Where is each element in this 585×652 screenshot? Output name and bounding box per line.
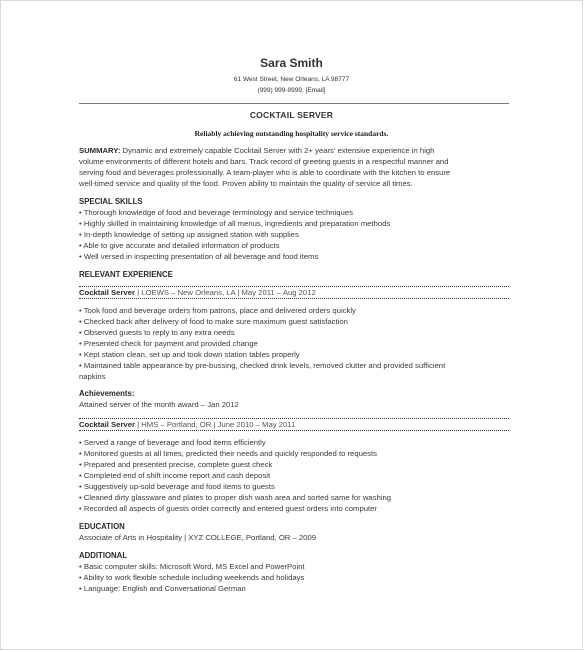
list-item: • Basic computer skills: Microsoft Word, MS Excel and PowerPoint [79,562,305,571]
summary-line: serving food and beverages professionally. A team-player who is able to coordinate with the kitchen to ensure [79,168,451,177]
summary-line: volume environments of different hotels and bars. Track record of greeting guests in a respectful manner and [79,157,449,166]
skills-list [79,207,509,262]
achievements-heading: Achievements: [79,389,135,398]
summary-section [79,145,509,189]
list-item: • Served a range of beverage and food items efficiently [79,438,266,447]
job-entry-1 [79,286,509,410]
education-section [79,521,509,543]
additional-heading: ADDITIONAL [79,551,128,560]
list-item: • Ability to work flexible schedule including weekends and holidays [79,573,305,582]
list-item: • Monitored guests at all times, predicted their needs and quickly responded to requests [79,449,377,458]
summary-label: SUMMARY: [79,146,121,155]
list-item: • Language: English and Conversational German [79,584,246,593]
list-item: • Kept station clean, set up and took down station tables properly [79,350,300,359]
address-line: 61 West Street, New Orleans, LA 98777 [233,76,350,83]
contact-line: (999) 999-9999, [Email] [257,87,326,94]
list-item: • Presented check for payment and provided change [79,339,258,348]
job-details: | HMS – Portland, OR | June 2010 – May 2011 [134,420,296,429]
job-header [79,286,509,299]
list-item: • Completed end of shift income report and cash deposit [79,471,271,480]
skills-section [79,196,509,262]
summary-line: Dynamic and extremely capable Cocktail Server with 2+ years' extensive experience in high [120,146,435,155]
job-role: Cocktail Server [79,420,135,429]
list-item: • Cleaned dirty glassware and plates to proper dish wash area and sorted same for washing [79,493,392,502]
achievement-text: Attained server of the month award – Jan 2012 [79,400,239,409]
list-item: • Thorough knowledge of food and beverage terminology and service techniques [79,208,353,217]
education-line: Associate of Arts in Hospitality | XYZ COLLEGE, Portland, OR – 2009 [79,533,316,542]
additional-list [79,561,509,594]
list-item: • In-depth knowledge of setting up assigned station with supplies [79,230,299,239]
list-item: • Maintained table appearance by pre-bussing, checked drink levels, removed clutter and provided sufficient [79,361,446,370]
list-item: napkins [79,372,106,381]
list-item: • Suggestively up-sold beverage and food items to guests [79,482,275,491]
job-details: | LOEWS – New Orleans, LA | May 2011 – Aug 2012 [134,288,316,297]
list-item: • Highly skilled in maintaining knowledge of all menus, ingredients and preparation methods [79,219,391,228]
experience-section [79,269,509,280]
candidate-name: Sara Smith [260,56,323,70]
tagline: Reliably achieving outstanding hospitality service standards. [194,129,389,138]
job-entry-2 [79,418,509,514]
list-item: • Recorded all aspects of guests order correctly and entered guest orders into computer [79,504,377,513]
education-heading: EDUCATION [79,522,125,531]
list-item: • Observed guests to reply to any extra needs [79,328,235,337]
list-item: • Took food and beverage orders from patrons, place and delivered orders quickly [79,306,356,315]
summary-line: well-timed service and quality of the food. Proven ability to maintain the quality of service all times. [79,179,413,188]
job-title: COCKTAIL SERVER [249,110,334,120]
list-item: • Well versed in inspecting presentation of all beverage and food items [79,252,319,261]
job-duties-list [79,437,509,514]
job-role: Cocktail Server [79,288,135,297]
additional-section [79,550,509,594]
list-item: • Checked back after delivery of food to make sure maximum guest satisfaction [79,317,348,326]
list-item: • Able to give accurate and detailed information of products [79,241,280,250]
job-header [79,418,509,431]
job-duties-list [79,305,509,382]
header-divider [79,103,509,104]
experience-heading: RELEVANT EXPERIENCE [79,270,173,279]
skills-heading: SPECIAL SKILLS [79,197,143,206]
list-item: • Prepared and presented precise, complete guest check [79,460,273,469]
